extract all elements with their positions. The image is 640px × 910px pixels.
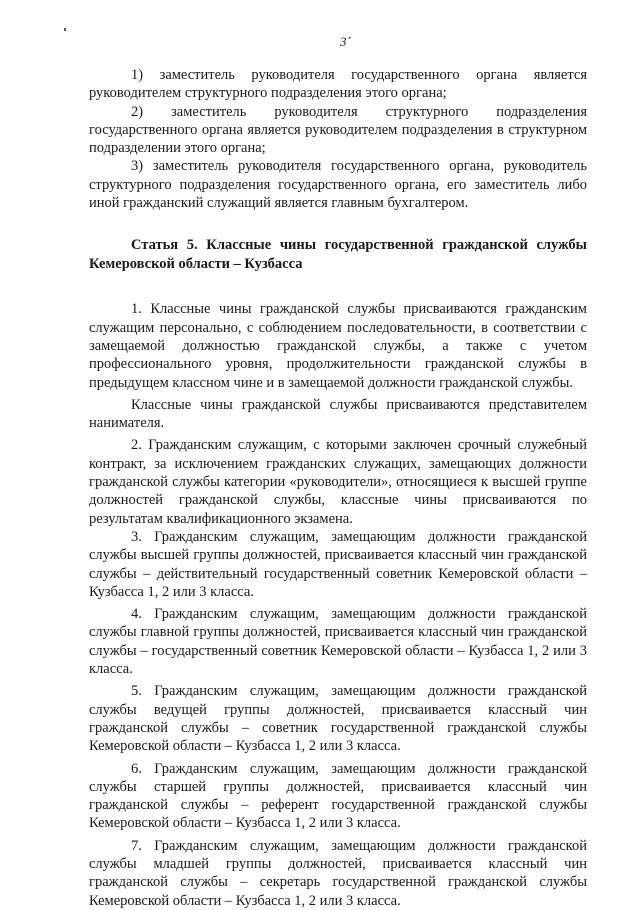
article-paragraph: 3. Гражданским служащим, замещающим должности гражданской службы высшей группы должностей, присваивается классный чин гражданской службы – действительный государственный советник Кемеровской области – Кузбасса 1, 2 или 3 класса.	[89, 528, 587, 600]
article-paragraph: 7. Гражданским служащим, замещающим должности гражданской службы младшей группы должностей, присваивается классный чин гражданской службы – секретарь государственной гражданской службы Кемеровской области – Кузбасса 1, 2 или 3 класса.	[89, 837, 587, 909]
article-heading: Статья 5. Классные чины государственной гражданской службы Кемеровской области – Кузбасса	[89, 237, 587, 273]
scan-mark	[64, 28, 66, 31]
document-body	[89, 66, 587, 910]
page-number: 3´	[340, 34, 351, 49]
list-item: 3) заместитель руководителя государственного органа, руководитель структурного подразделения государственного органа, его заместитель либо иной гражданский служащий является главным бухгалтером.	[89, 158, 587, 212]
article-paragraph: 5. Гражданским служащим, замещающим должности гражданской службы ведущей группы должностей, присваивается классный чин гражданской службы – советник государственной гражданской службы Кемеровской области – Кузбасса 1, 2 или 3 класса.	[89, 683, 587, 755]
article-paragraph: 4. Гражданским служащим, замещающим должности гражданской службы главной группы должностей, присваивается классный чин гражданской службы – государственный советник Кемеровской области – Кузбасса 1, 2 или 3 класса.	[89, 606, 587, 678]
article-paragraph: 1. Классные чины гражданской службы присваиваются гражданским служащим персонально, с соблюдением последовательности, в соответствии с замещаемой должностью гражданской службы, а также с учетом профессионального уровня, продолжительности гражданской службы в предыдущем классном чине и в замещаемой должности гражданской службы.	[89, 301, 587, 391]
article-paragraph: 6. Гражданским служащим, замещающим должности гражданской службы старшей группы должностей, присваивается классный чин гражданской службы – референт государственной гражданской службы Кемеровской области – Кузбасса 1, 2 или 3 класса.	[89, 760, 587, 832]
article-paragraph: 2. Гражданским служащим, с которыми заключен срочный служебный контракт, за исключением гражданских служащих, замещающих должности гражданской службы категории «руководители», относящиеся к высшей группе должностей гражданской службы, классные чины присваиваются по результатам квалификационного экзамена.	[89, 437, 587, 527]
list-item: 1) заместитель руководителя государственного органа является руководителем структурного подразделения этого органа;	[89, 67, 587, 102]
list-item: 2) заместитель руководителя структурного подразделения государственного органа является руководителем подразделения в структурном подразделении этого органа;	[89, 103, 587, 157]
article-paragraph: Классные чины гражданской службы присваиваются представителем нанимателя.	[89, 396, 587, 432]
